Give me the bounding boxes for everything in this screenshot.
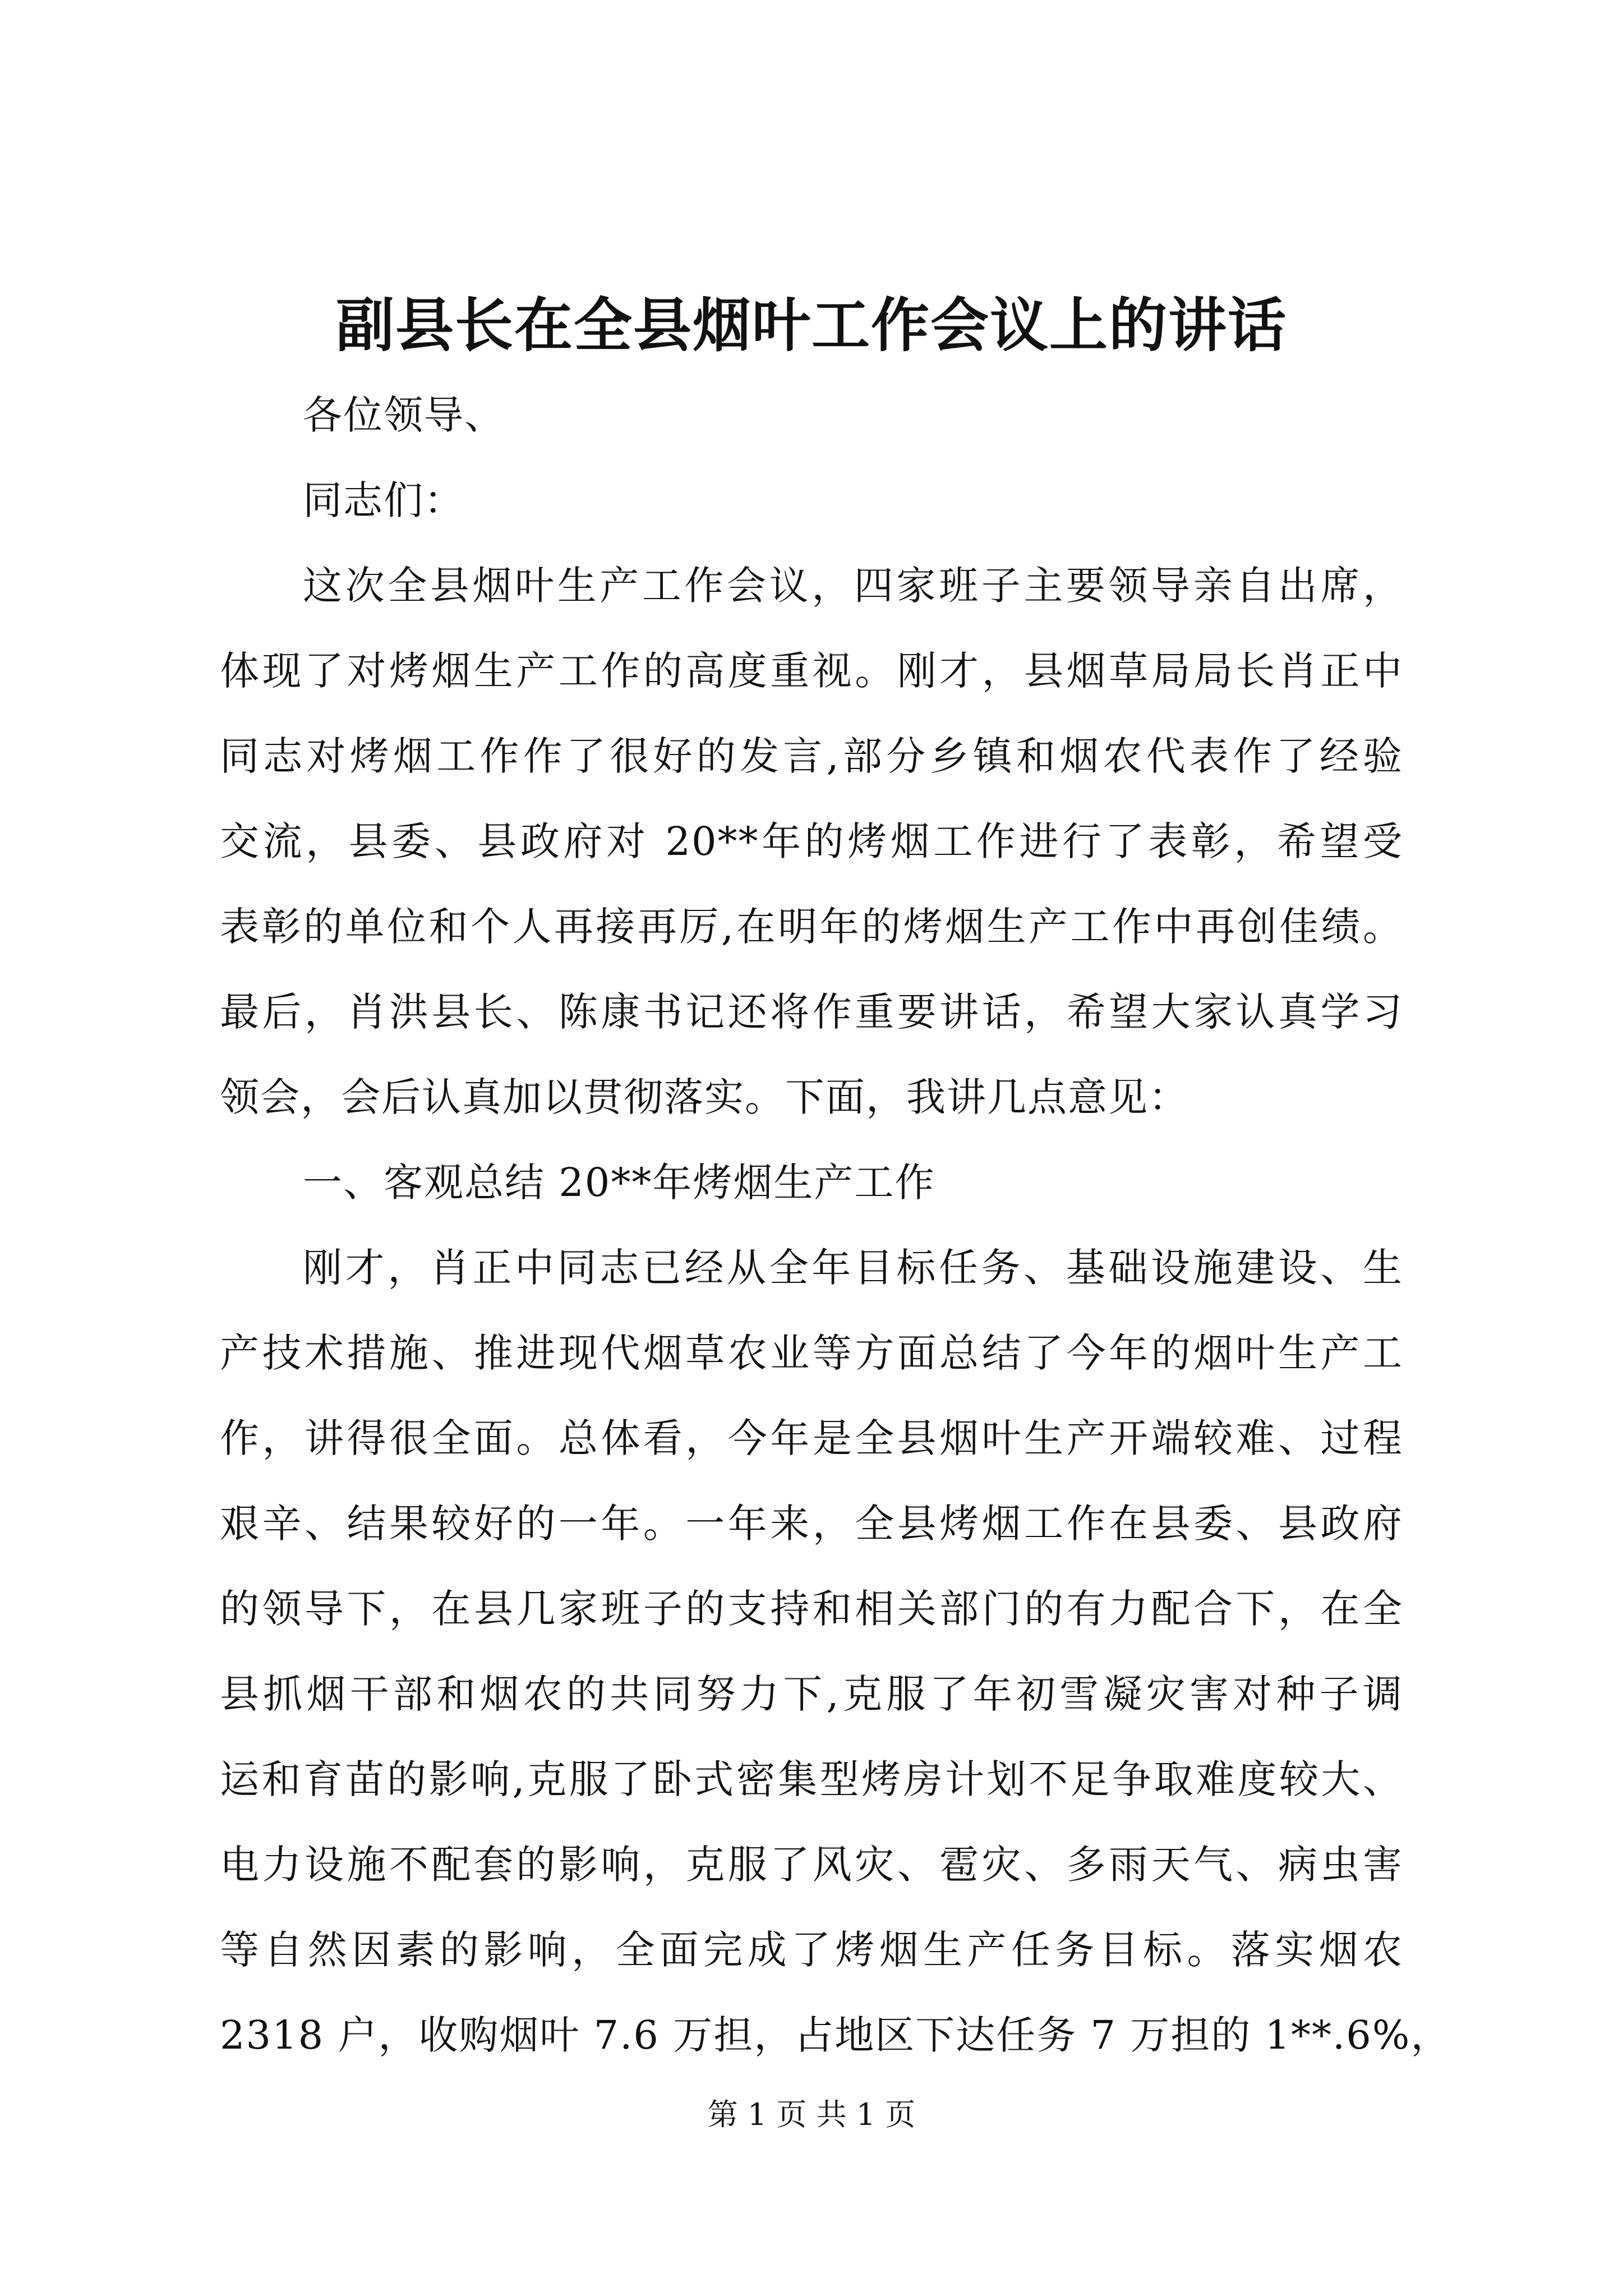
paragraph-2-line: 刚才，肖正中同志已经从全年目标任务、基础设施建设、生 xyxy=(303,1245,1403,1291)
paragraph-2-line: 电力设施不配套的影响，克服了风灾、雹灾、多雨天气、病虫害 xyxy=(220,1842,1403,1888)
paragraph-2-line: 运和育苗的影响,克服了卧式密集型烤房计划不足争取难度较大、 xyxy=(220,1756,1403,1802)
paragraph-2-line: 县抓烟干部和烟农的共同努力下,克服了年初雪凝灾害对种子调 xyxy=(220,1671,1403,1717)
section-heading: 一、客观总结 20**年烤烟生产工作 xyxy=(303,1159,935,1205)
paragraph-1-line: 同志对烤烟工作作了很好的发言,部分乡镇和烟农代表作了经验 xyxy=(220,733,1403,779)
greeting-line-1: 各位领导、 xyxy=(303,392,505,438)
paragraph-1-line: 表彰的单位和个人再接再厉,在明年的烤烟生产工作中再创佳绩。 xyxy=(220,904,1403,950)
paragraph-2-line: 艰辛、结果较好的一年。一年来，全县烤烟工作在县委、县政府 xyxy=(220,1501,1403,1547)
paragraph-2-line: 产技术措施、推进现代烟草农业等方面总结了今年的烟叶生产工 xyxy=(220,1330,1403,1376)
greeting-line-2: 同志们： xyxy=(303,477,464,523)
paragraph-1-line: 体现了对烤烟生产工作的高度重视。刚才，县烟草局局长肖正中 xyxy=(220,648,1403,694)
paragraph-1-line: 这次全县烟叶生产工作会议，四家班子主要领导亲自出席， xyxy=(303,563,1403,609)
page-footer: 第 1 页 共 1 页 xyxy=(707,2097,916,2132)
paragraph-2-line: 等自然因素的影响，全面完成了烤烟生产任务目标。落实烟农 xyxy=(220,1927,1403,1973)
paragraph-1-line: 领会，会后认真加以贯彻落实。下面，我讲几点意见： xyxy=(220,1074,1189,1120)
paragraph-2-line: 的领导下，在县几家班子的支持和相关部门的有力配合下，在全 xyxy=(220,1586,1403,1632)
paragraph-1-line: 最后，肖洪县长、陈康书记还将作重要讲话，希望大家认真学习 xyxy=(220,989,1403,1035)
paragraph-1-line: 交流，县委、县政府对 20**年的烤烟工作进行了表彰，希望受 xyxy=(220,818,1403,864)
paragraph-2-line: 作，讲得很全面。总体看，今年是全县烟叶生产开端较难、过程 xyxy=(220,1415,1403,1461)
document-title: 副县长在全县烟叶工作会议上的讲话 xyxy=(335,291,1287,360)
paragraph-2-line: 2318 户，收购烟叶 7.6 万担，占地区下达任务 7 万担的 1**.6%， xyxy=(220,2012,1451,2058)
